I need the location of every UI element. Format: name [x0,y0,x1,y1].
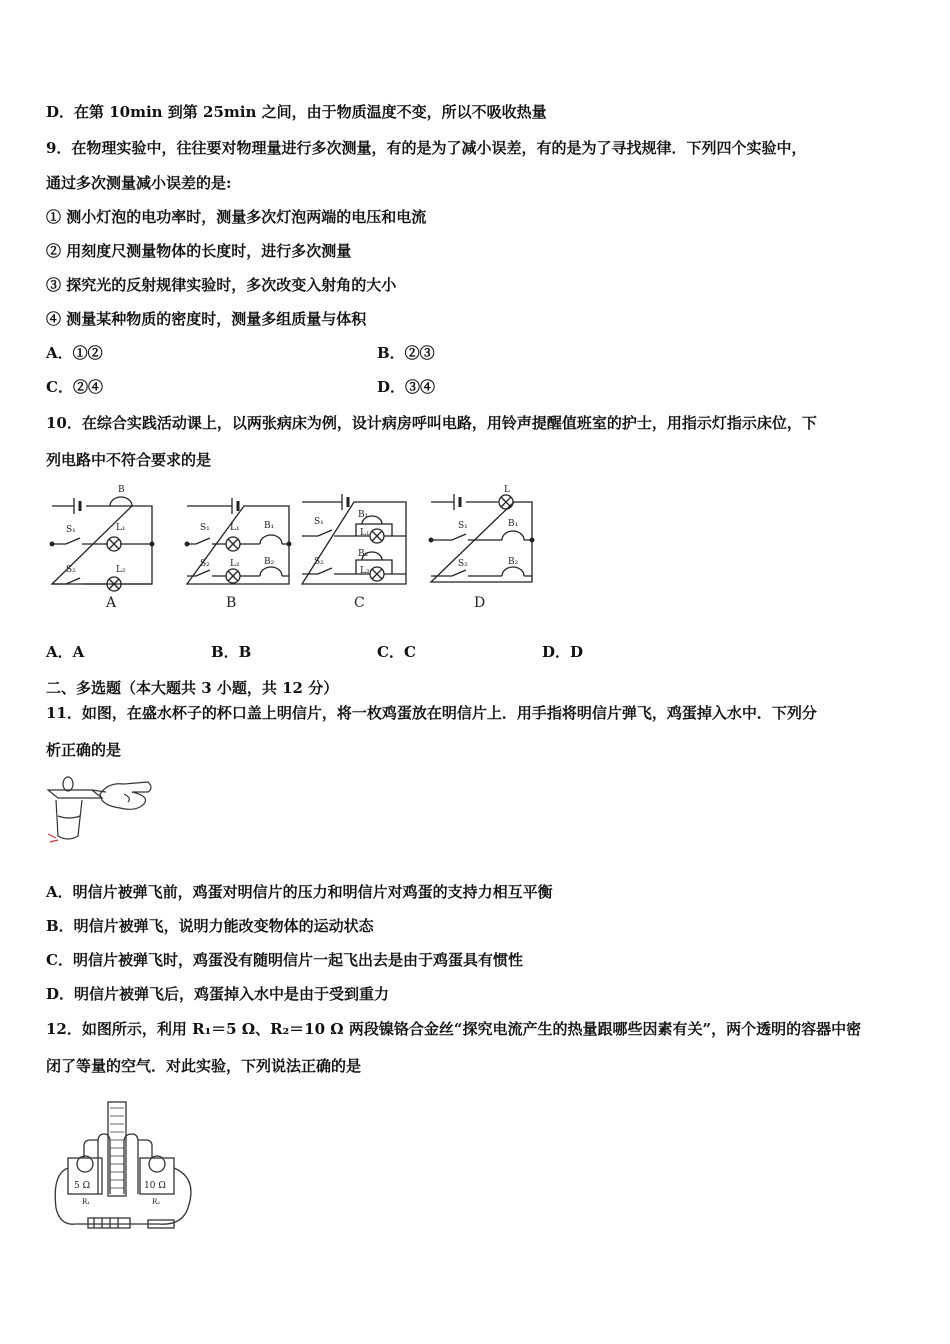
label-l1: L₁ [116,523,126,533]
label-s1: S₁ [314,517,324,527]
q11-egg-card-figure [44,772,156,848]
q11-option-a: A．明信片被弹飞前，鸡蛋对明信片的压力和明信片对鸡蛋的支持力相互平衡 [46,883,553,901]
label-s1: S₁ [66,525,76,535]
q9-statement-3: ③ 探究光的反射规律实验时，多次改变入射角的大小 [46,276,397,294]
r2-label: R₂ [152,1198,161,1206]
label-b1: B₁ [264,521,275,531]
label-s2: S₂ [458,559,468,569]
circuit-b [185,498,291,584]
label-l1: L₁ [230,523,240,533]
q10-option-d: D．D [542,643,584,661]
q10-option-a: A．A [46,643,85,661]
q9-option-d: D．③④ [377,378,436,396]
q11-option-c: C．明信片被弹飞时，鸡蛋没有随明信片一起飞出去是由于鸡蛋具有惯性 [46,951,523,969]
q9-stem-line1: 9．在物理实验中，往往要对物理量进行多次测量，有的是为了减小误差，有的是为了寻找规律．下列四个实验中， [46,139,807,157]
label-b1: B₁ [508,519,519,529]
q9-stem-line2: 通过多次测量减小误差的是: [46,174,232,192]
q11-stem-line2: 析正确的是 [46,741,122,759]
q12-stem-line2: 闭了等量的空气．对此实验，下列说法正确的是 [46,1057,362,1075]
q12-stem-line1: 12．如图所示，利用 R₁＝5 Ω、R₂＝10 Ω 两段镍铬合金丝“探究电流产生的热量跟哪些因素有关”，两个透明的容器中密 [46,1020,862,1038]
r1-label: R₁ [82,1198,91,1206]
q9-option-c: C．②④ [46,378,103,396]
circuit-d [429,494,534,582]
q9-statement-2: ② 用刻度尺测量物体的长度时，进行多次测量 [46,242,352,260]
label-s1: S₁ [200,523,210,533]
q9-statement-4: ④ 测量某种物质的密度时，测量多组质量与体积 [46,310,367,328]
figure-label-c: C [354,595,365,611]
q9-option-b: B．②③ [377,344,435,362]
label-s2: S₂ [314,557,324,567]
q10-circuit-diagrams [44,484,544,614]
circuit-a [50,497,154,591]
label-l2: L₂ [116,565,126,575]
q10-option-c: C．C [377,643,416,661]
label-s1: S₁ [458,521,468,531]
label-b2: B₂ [508,557,519,567]
q8-option-d: D．在第 10min 到第 25min 之间，由于物质温度不变，所以不吸收热量 [46,103,547,121]
q11-option-d: D．明信片被弹飞后，鸡蛋掉入水中是由于受到重力 [46,985,390,1003]
q12-joule-heating-figure [48,1098,208,1238]
q10-stem-line2: 列电路中不符合要求的是 [46,451,212,469]
q10-stem-line1: 10．在综合实践活动课上，以两张病床为例，设计病房呼叫电路，用铃声提醒值班室的护士，用指示灯指示床位，下 [46,414,817,432]
q10-option-b: B．B [211,643,252,661]
label-l: L [504,485,510,495]
label-b: B [118,485,125,495]
circuit-c [302,494,406,584]
section-2-heading: 二、多选题（本大题共 3 小题，共 12 分） [46,679,339,697]
label-l2: L₂ [360,566,370,576]
figure-label-d: D [474,595,486,611]
label-l2: L₂ [230,559,240,569]
label-l1: L₁ [360,528,370,538]
figure-label-b: B [226,595,237,611]
r2-value-label: 10 Ω [144,1181,166,1191]
q9-option-a: A．①② [46,344,103,362]
q11-stem-line1: 11．如图，在盛水杯子的杯口盖上明信片，将一枚鸡蛋放在明信片上．用手指将明信片弹飞，鸡蛋掉入水中．下列分 [46,704,817,722]
figure-label-a: A [106,595,117,611]
label-b1: B₁ [358,510,369,520]
label-b2: B₂ [358,549,369,559]
label-s2: S₂ [200,559,210,569]
q9-statement-1: ① 测小灯泡的电功率时，测量多次灯泡两端的电压和电流 [46,208,427,226]
label-b2: B₂ [264,557,275,567]
r1-value-label: 5 Ω [74,1181,91,1191]
label-s2: S₂ [66,565,76,575]
q11-option-b: B．明信片被弹飞，说明力能改变物体的运动状态 [46,917,374,935]
